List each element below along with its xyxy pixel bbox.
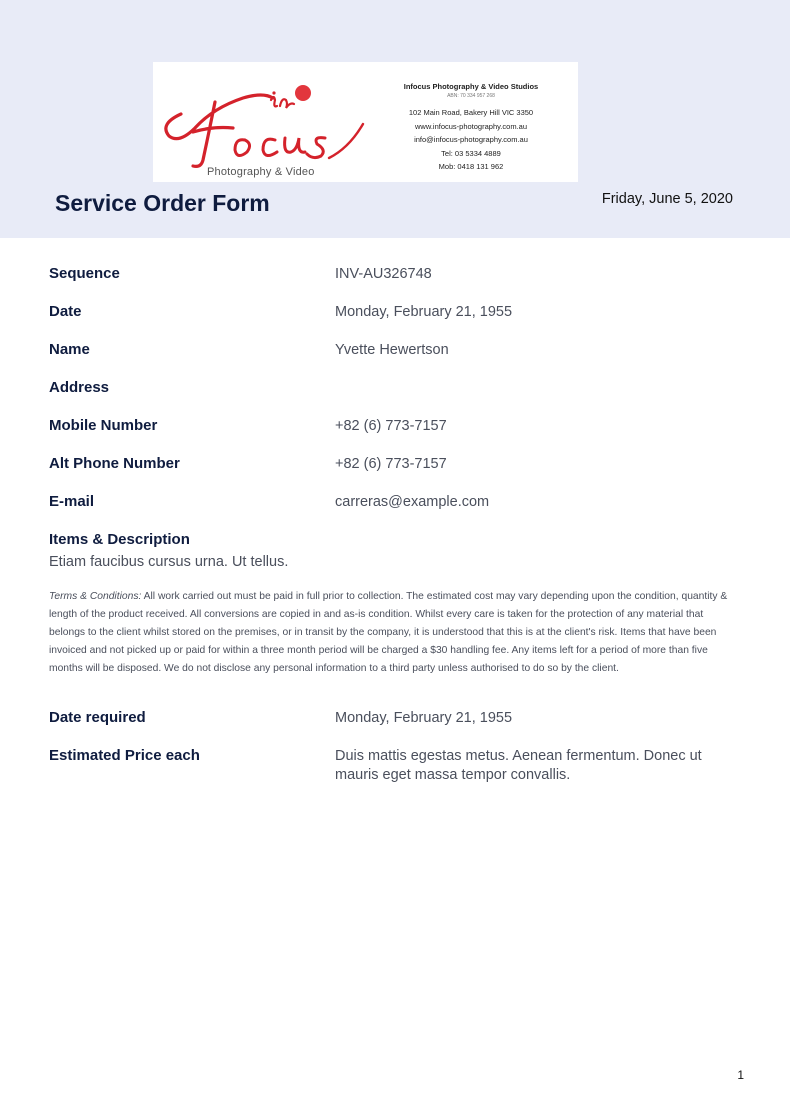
field-value: +82 (6) 773-7157	[335, 418, 447, 434]
studio-abn: ABN: 70 334 957 268	[447, 93, 495, 99]
field-value: Duis mattis egestas metus. Aenean fermentum. Donec ut mauris eget massa tempor convallis.	[335, 748, 702, 783]
field-label: E-mail	[49, 493, 95, 510]
field-label: Estimated Price each	[49, 747, 200, 764]
infocus-logo	[153, 62, 383, 182]
form-date: Friday, June 5, 2020	[601, 191, 733, 207]
field-label: Name	[49, 341, 90, 358]
field-label: Sequence	[49, 265, 120, 282]
field-value: carreras@example.com	[335, 494, 490, 510]
studio-mob: Mob: 0418 131 962	[438, 162, 504, 171]
logo-tagline: Photography & Video	[207, 166, 315, 178]
field-value: INV-AU326748	[335, 266, 432, 282]
field-label: Mobile Number	[49, 417, 158, 434]
terms-heading: Terms & Conditions:	[49, 591, 142, 602]
studio-tel: Tel: 03 5334 4889	[441, 148, 501, 158]
field-label: Alt Phone Number	[49, 455, 180, 472]
studio-website: www.infocus-photography.com.au	[414, 121, 527, 131]
field-value: Yvette Hewertson	[335, 342, 449, 358]
studio-name: Infocus Photography & Video Studios	[403, 82, 539, 91]
field-label: Address	[49, 379, 110, 396]
field-value: +82 (6) 773-7157	[335, 456, 447, 472]
studio-email: info@infocus-photography.com.au	[414, 135, 528, 144]
terms-body: All work carried out must be paid in full prior to collection. The estimated cost may vary depending upon the condition, quantity & length of the product received. All conversions are copied in and as-is condition. Whilst every care is taken for the protection of any material that belongs to the client whilst stored on the premises, or in transit by the company, it is understood that this is at the client's risk. Items that have been invoiced and not picked up or paid for within a three month period will be charged a $30 handling fee. Any items left for a period of more than five months will be disposed. We do not disclose any personal information to a third party unless authorised to do so by the client.	[49, 591, 728, 674]
studio-logo-card	[153, 62, 578, 182]
page-number: 1	[737, 1068, 744, 1082]
field-label: Date	[49, 303, 82, 320]
field-value: Monday, February 21, 1955	[335, 710, 513, 726]
studio-contact-info	[371, 82, 571, 174]
items-description-value: Etiam faucibus cursus urna. Ut tellus.	[49, 554, 289, 570]
field-label: Items & Description	[49, 531, 190, 548]
page-title: Service Order Form	[55, 190, 270, 216]
field-value: Monday, February 21, 1955	[335, 304, 513, 320]
studio-address: 102 Main Road, Bakery Hill VIC 3350	[408, 108, 534, 117]
terms-and-conditions	[49, 588, 739, 678]
field-label: Date required	[49, 709, 146, 726]
